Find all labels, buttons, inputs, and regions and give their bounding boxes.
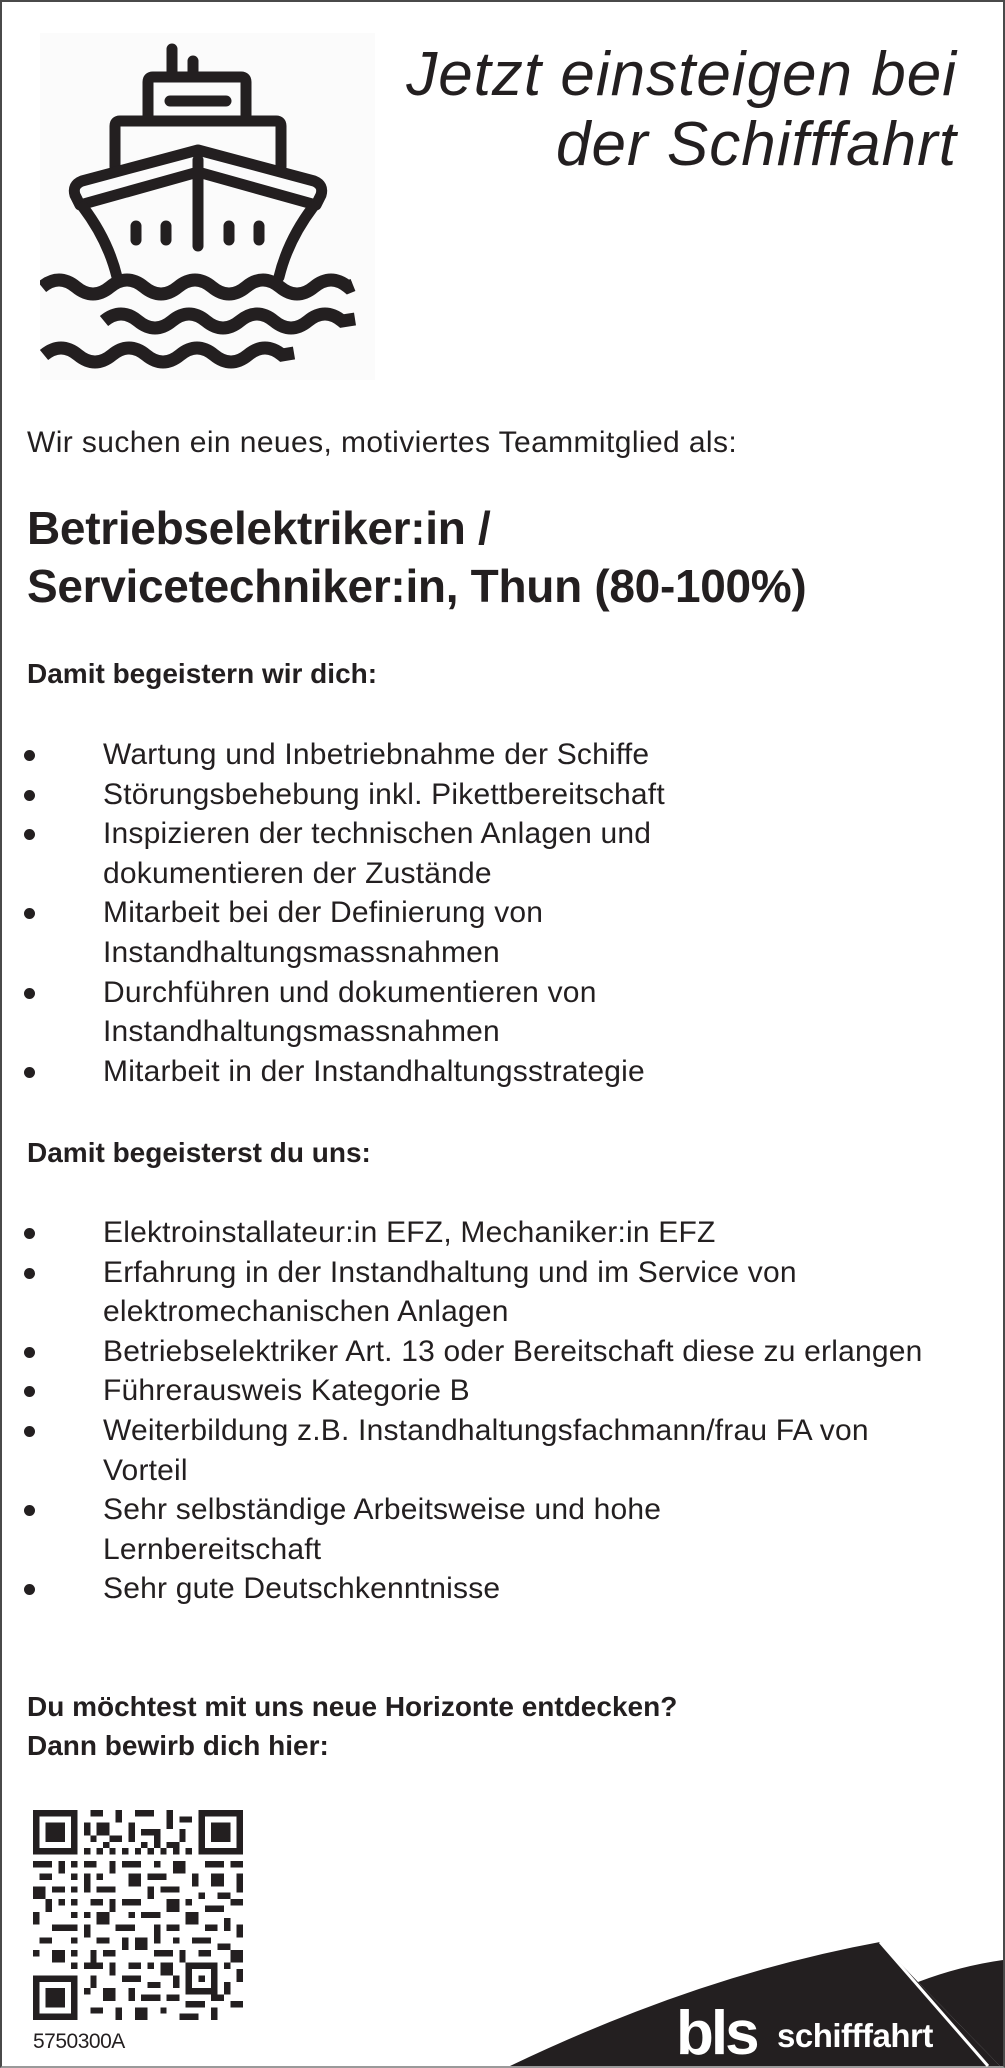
bullet-icon: [24, 1505, 35, 1516]
headline-line-2: der Schifffahrt: [556, 110, 957, 179]
bullet-icon: [24, 988, 35, 999]
ad-reference-code: 5750300A: [33, 2030, 125, 2053]
bls-schifffahrt-logo: [0, 1900, 1005, 2068]
list-item: Betriebselektriker Art. 13 oder Bereitschaft diese zu erlangen: [0, 1332, 960, 1372]
headline-line-1: Jetzt einsteigen bei: [406, 40, 957, 109]
job-title-line-1: Betriebselektriker:in /: [27, 502, 491, 554]
headline: [317, 40, 957, 180]
bullet-icon: [24, 908, 35, 919]
list-item: Inspizieren der technischen Anlagen und dokumentieren der Zustände: [0, 814, 960, 893]
list-item: Mitarbeit in der Instandhaltungsstrategie: [0, 1052, 960, 1092]
bullet-icon: [24, 1347, 35, 1358]
list-item: Führerausweis Kategorie B: [0, 1371, 960, 1411]
call-to-action: [27, 1687, 677, 1765]
bullet-icon: [24, 1067, 35, 1078]
bullet-icon: [24, 750, 35, 761]
bullet-icon: [24, 1426, 35, 1437]
bullet-icon: [24, 1228, 35, 1239]
bullet-icon: [24, 1268, 35, 1279]
list-item: Störungsbehebung inkl. Pikettbereitschaft: [0, 775, 960, 815]
list-item: Elektroinstallateur:in EFZ, Mechaniker:in EFZ: [0, 1213, 960, 1253]
cta-line-1: Du möchtest mit uns neue Horizonte entdecken?: [27, 1691, 678, 1722]
list-item: Sehr gute Deutschkenntnisse: [0, 1569, 960, 1609]
list-item: Durchführen und dokumentieren von Instandhaltungsmassnahmen: [0, 973, 960, 1052]
job-title-line-2: Servicetechniker:in, Thun (80-100%): [27, 560, 807, 612]
logo-brand-text: bls: [676, 1999, 757, 2068]
list-item: Weiterbildung z.B. Instandhaltungsfachmann/frau FA von Vorteil: [0, 1411, 960, 1490]
list-item: Mitarbeit bei der Definierung von Instandhaltungsmassnahmen: [0, 893, 960, 972]
cta-line-2: Dann bewirb dich hier:: [27, 1730, 329, 1761]
list-item: Sehr selbständige Arbeitsweise und hohe Lernbereitschaft: [0, 1490, 960, 1569]
job-title: [27, 499, 806, 615]
offer-list: [0, 735, 960, 1091]
list-item: Wartung und Inbetriebnahme der Schiffe: [0, 735, 960, 775]
logo-word-text: schifffahrt: [777, 2017, 933, 2054]
list-item: Erfahrung in der Instandhaltung und im Service von elektromechanischen Anlagen: [0, 1253, 960, 1332]
offer-heading: Damit begeistern wir dich:: [27, 658, 378, 689]
bullet-icon: [24, 1584, 35, 1595]
bullet-icon: [24, 829, 35, 840]
requirements-list: [0, 1213, 960, 1609]
bullet-icon: [24, 1386, 35, 1397]
bullet-icon: [24, 790, 35, 801]
intro-text: Wir suchen ein neues, motiviertes Teammitglied als:: [27, 426, 738, 459]
requirements-heading: Damit begeisterst du uns:: [27, 1137, 371, 1168]
